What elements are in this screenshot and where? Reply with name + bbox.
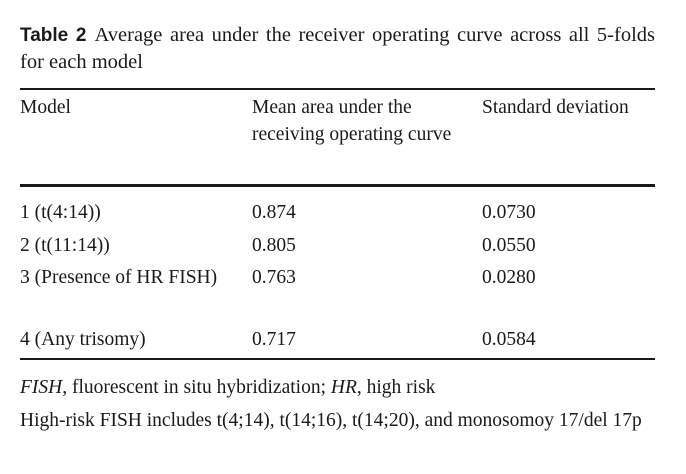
table-caption-text: Average area under the receiver operating curve across all 5-folds for each model — [20, 24, 656, 73]
row-4-model: 4 (Any trisomy) — [20, 329, 146, 350]
row-3-mean-auc: 0.763 — [252, 267, 296, 288]
high-risk-fish-footnote: High-risk FISH includes t(4;14), t(14;16), t(14;20), and monosomoy 17/del 17p — [20, 410, 642, 431]
abbrev-hr-definition: , high risk — [356, 377, 436, 398]
row-1-mean-auc: 0.874 — [252, 202, 296, 223]
abbrev-fish-term: FISH — [20, 377, 63, 398]
row-4-sd: 0.0584 — [482, 329, 536, 350]
top-rule — [20, 88, 655, 90]
header-mean-auc: Mean area under the receiving operating curve — [252, 97, 452, 145]
header-rule — [20, 184, 655, 187]
row-3-model: 3 (Presence of HR FISH) — [20, 267, 218, 288]
bottom-rule — [20, 358, 655, 360]
row-2-model: 2 (t(11:14)) — [20, 235, 110, 256]
header-standard-deviation: Standard deviation — [482, 97, 629, 118]
abbrev-fish-definition: , fluorescent in situ hybridization; — [62, 377, 331, 398]
row-3-sd: 0.0280 — [482, 267, 536, 288]
table-label: Table 2 — [20, 25, 87, 46]
row-2-sd: 0.0550 — [482, 235, 536, 256]
table-caption — [20, 22, 655, 75]
row-2-mean-auc: 0.805 — [252, 235, 296, 256]
row-4-mean-auc: 0.717 — [252, 329, 296, 350]
abbrev-hr-term: HR — [330, 377, 357, 398]
row-1-sd: 0.0730 — [482, 202, 536, 223]
abbreviations-footnote — [20, 375, 655, 401]
row-1-model: 1 (t(4:14)) — [20, 202, 101, 223]
header-model: Model — [20, 97, 71, 118]
